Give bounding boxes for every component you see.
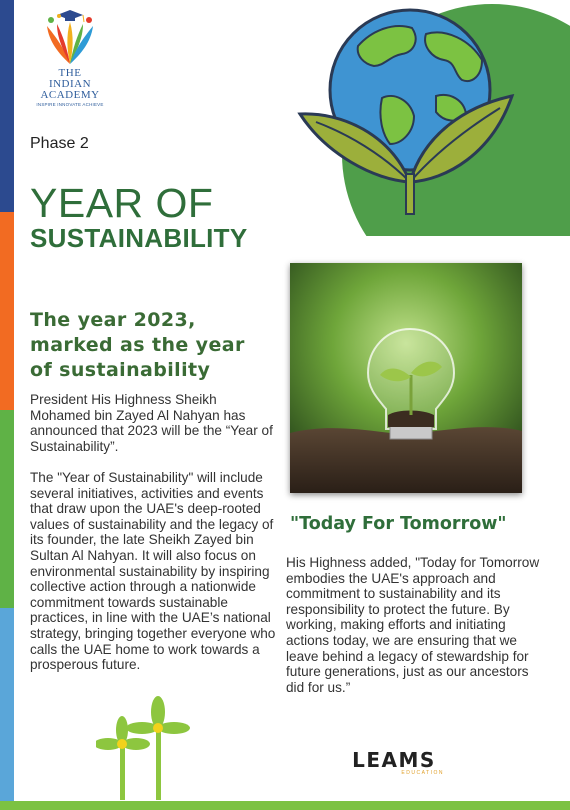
logo-line-indian: INDIAN [48,78,92,90]
title-year-of: YEAR OF [30,180,214,226]
heading-line-1: The year 2023, [30,309,196,331]
details-paragraph: The "Year of Sustainability" will include several initiatives, activities and events that draw upon the UAE's deep-rooted values of sustainability and the legacy of its founder, the late Sheikh Zayed bin Sultan Al Nahyan. It will also focus on environmental sustainability by inspiring collective action through a nationwide commitment towards sustainable practices, in line with the UAE’s national strategy, bringing together everyone who calls the UAE home to work towards a prosperous future. [30,470,276,673]
bottom-bar [0,801,570,810]
side-strip-orange [0,212,14,410]
section-heading [30,308,280,383]
leams-wordmark: LEAMS [352,748,436,772]
leams-subtitle: EDUCATION [401,770,444,776]
side-strip-blue [0,0,14,212]
school-logo [34,6,106,107]
sprout-plants-icon [96,696,192,800]
side-strip-light-blue [0,608,14,810]
heading-line-3: of sustainability [30,359,211,381]
lightbulb-sprout-icon [290,263,522,493]
intro-paragraph: President His Highness Sheikh Mohamed bin Zayed Al Nahyan has announced that 2023 will be the “Year of Sustainability”. [30,392,273,454]
logo-line-the: THE [58,67,82,79]
quote-paragraph: His Highness added, "Today for Tomorrow embodies the UAE's approach and commitment to sustainability and its responsibility to protect the future. By working, making efforts and initiating actions today, we are ensuring that we leave behind a legacy of stewardship for future generations, just as our ancestors did for us.” [286,555,540,695]
side-strip-green [0,410,14,608]
leams-brand [340,750,448,776]
heading-line-2: marked as the year [30,334,245,356]
globe-with-leaves-icon [286,4,570,236]
phase-label: Phase 2 [30,135,89,152]
lightbulb-sprout-photo [290,263,522,493]
logo-emblem-icon [39,6,101,68]
logo-tagline: INSPIRE INNOVATE ACHIEVE [36,102,104,107]
quote-title: "Today For Tomorrow" [290,514,507,534]
logo-line-academy: ACADEMY [40,89,100,101]
title-sustainability: SUSTAINABILITY [30,223,248,253]
